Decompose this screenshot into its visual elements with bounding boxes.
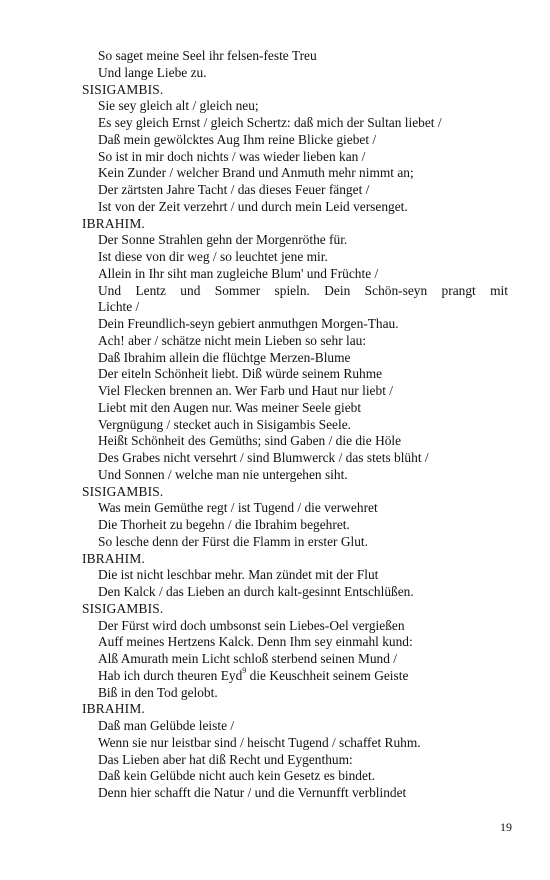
verse-line: Liebt mit den Augen nur. Was meiner Seele giebt xyxy=(98,399,362,415)
verse-line: Vergnügung / stecket auch in Sisigambis Seele. xyxy=(98,416,352,432)
speaker-name: IBRAHIM. xyxy=(82,215,145,231)
verse-line: Biß in den Tod gelobt. xyxy=(98,684,218,700)
verse-line: Alß Amurath mein Licht schloß sterbend seinen Mund / xyxy=(98,651,398,666)
verse-line: Der eiteln Schönheit liebt. Diß würde seinem Ruhme xyxy=(98,366,383,382)
speaker-name: SISIGAMBIS. xyxy=(82,81,164,97)
verse-line: Wenn sie nur leistbar sind / heischt Tugend / schaffet Ruhm. xyxy=(98,734,421,750)
verse-line: Ist diese von dir weg / so leuchtet jene mir. xyxy=(98,249,328,264)
verse-line: Heißt Schönheit des Gemüths; sind Gaben / die die Höle xyxy=(98,433,402,449)
verse-line: Und lange Liebe zu. xyxy=(98,64,207,80)
speaker-name: IBRAHIM. xyxy=(82,701,145,717)
verse-text-before-note: Hab ich durch theuren Eyd xyxy=(98,667,243,683)
verse-line: So saget meine Seel ihr felsen-feste Treu xyxy=(98,48,317,63)
verse-line: Lichte / xyxy=(98,299,140,315)
verse-line: So lesche denn der Fürst die Flamm in erster Glut. xyxy=(98,533,368,549)
verse-line: Dein Freundlich-seyn gebiert anmuthgen Morgen-Thau. xyxy=(98,316,399,331)
verse-line: Der zärtsten Jahre Tacht / das dieses Feuer fänget / xyxy=(98,182,370,197)
verse-line: Der Fürst wird doch umbsonst sein Liebes-Oel vergießen xyxy=(98,617,405,633)
speaker-name: IBRAHIM. xyxy=(82,550,145,566)
verse-line: Daß Ibrahim allein die flüchtge Merzen-Blume xyxy=(98,349,351,365)
verse-line: Daß man Gelübde leiste / xyxy=(98,718,235,733)
verse-line: Sie sey gleich alt / gleich neu; xyxy=(98,98,259,114)
verse-line-justified: Und Lentz und Sommer spieln. Dein Schön-seyn prangt mit xyxy=(98,282,508,298)
verse-line: Es sey gleich Ernst / gleich Schertz: daß mich der Sultan liebet / xyxy=(98,115,442,130)
verse-line: Daß kein Gelübde nicht auch kein Gesetz es bindet. xyxy=(98,768,376,784)
verse-line: Ist von der Zeit verzehrt / und durch mein Leid versenget. xyxy=(98,198,408,214)
verse-line: Die Thorheit zu begehn / die Ibrahim begehret. xyxy=(98,517,350,532)
verse-line: Die ist nicht leschbar mehr. Man zündet mit der Flut xyxy=(98,567,379,583)
verse-line: So ist in mir doch nichts / was wieder lieben kan / xyxy=(98,148,366,164)
verse-text-after-note: die Keuschheit seinem Geiste xyxy=(246,667,409,683)
page-number: 19 xyxy=(500,820,512,834)
speaker-name: SISIGAMBIS. xyxy=(82,600,164,616)
verse-line: Der Sonne Strahlen gehn der Morgenröthe für. xyxy=(98,232,348,248)
verse-line: Den Kalck / das Lieben an durch kalt-gesinnt Entschlüßen. xyxy=(98,584,414,599)
verse-line: Des Grabes nicht versehrt / sind Blumwerck / das stets blüht / xyxy=(98,450,429,465)
verse-line: Und Sonnen / welche man nie untergehen siht. xyxy=(98,466,348,482)
verse-line: Auff meines Hertzens Kalck. Denn Ihm sey einmahl kund: xyxy=(98,634,413,650)
verse-line: Allein in Ihr siht man zugleiche Blum' und Früchte / xyxy=(98,265,379,281)
verse-line: Was mein Gemüthe regt / ist Tugend / die verwehret xyxy=(98,500,378,516)
speaker-name: SISIGAMBIS. xyxy=(82,483,164,499)
verse-line: Denn hier schafft die Natur / und die Vernunfft verblindet xyxy=(98,785,407,800)
footnote-marker: 9 xyxy=(242,666,247,676)
verse-line: Viel Flecken brennen an. Wer Farb und Haut nur liebt / xyxy=(98,383,393,398)
verse-line: Das Lieben aber hat diß Recht und Eygenthum: xyxy=(98,751,353,767)
verse-line: Kein Zunder / welcher Brand und Anmuth mehr nimmt an; xyxy=(98,165,414,181)
verse-line-with-footnote xyxy=(82,668,512,685)
play-text xyxy=(82,48,512,802)
verse-line: Daß mein gewölcktes Aug Ihm reine Blicke giebet / xyxy=(98,131,377,147)
verse-line: Ach! aber / schätze nicht mein Lieben so sehr lau: xyxy=(98,332,367,348)
